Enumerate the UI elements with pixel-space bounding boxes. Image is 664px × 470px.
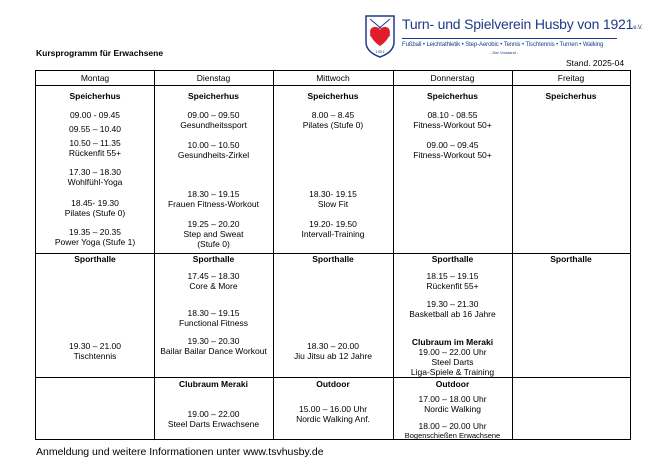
course-name: Frauen Fitness-Workout	[167, 199, 259, 209]
course-name: Nordic Walking	[424, 404, 481, 414]
logo-year: 1921	[375, 49, 385, 54]
course-name: Bailar Bailar Dance Workout	[160, 346, 267, 356]
course-time: 19.20- 19.50	[309, 219, 357, 229]
location-label: Clubraum Meraki	[179, 379, 248, 389]
page-title: Kursprogramm für Erwachsene	[36, 48, 164, 58]
schedule-table	[35, 70, 631, 440]
club-ev: e.V.	[633, 25, 643, 31]
course-time: 18.30 – 19.15	[187, 189, 240, 199]
club-departments: Fußball • Leichtathletik • Step-Aerobic • Tennis • Tischtennis • Turnen • Walking	[402, 42, 604, 48]
course-time: 10.50 – 11.35	[69, 138, 121, 148]
location-label: Clubraum im Meraki	[411, 337, 494, 347]
course-time: 17.45 – 18.30	[187, 271, 240, 281]
location-label: Sporthalle	[74, 254, 116, 264]
course-name: Pilates (Stufe 0)	[302, 120, 364, 130]
course-name: Pilates (Stufe 0)	[64, 208, 126, 218]
course-name: Power Yoga (Stufe 1)	[54, 237, 136, 247]
course-time: 08.10 - 08.55	[427, 110, 478, 120]
course-time: 18.15 – 19.15	[426, 271, 479, 281]
day-header-thursday: Donnerstag	[430, 73, 475, 83]
course-time: 17.00 – 18.00 Uhr	[418, 394, 487, 404]
footer-note: Anmeldung und weitere Informationen unter www.tsvhusby.de	[36, 446, 324, 458]
course-name: Intervall-Training	[301, 229, 365, 239]
course-time: 19.25 – 20.20	[187, 219, 240, 229]
course-time: 19.00 – 22.00 Uhr	[418, 347, 487, 357]
course-time: 18.45- 19.30	[71, 198, 119, 208]
course-name: Nordic Walking Anf.	[296, 414, 370, 424]
course-name: Rückenfit 55+	[426, 281, 479, 291]
day-header-wednesday: Mittwoch	[316, 73, 350, 83]
location-label: Outdoor	[435, 379, 470, 389]
course-name: Slow Fit	[317, 199, 349, 209]
location-label: Sporthalle	[431, 254, 474, 264]
course-note: Liga-Spiele & Training	[410, 367, 495, 377]
course-name: Fitness-Workout 50+	[413, 150, 492, 160]
course-name: Steel Darts	[431, 357, 474, 367]
course-name: Wohlfühl-Yoga	[67, 177, 123, 187]
club-divider	[402, 38, 617, 39]
course-name: Steel Darts Erwachsene	[167, 419, 260, 429]
location-label: Speicherhus	[545, 91, 597, 101]
course-time: 15.00 – 16.00 Uhr	[298, 404, 368, 414]
course-name: Jiu Jitsu ab 12 Jahre	[294, 351, 372, 361]
club-tagline: - Der Vorstand -	[490, 50, 519, 55]
day-header-friday: Freitag	[557, 73, 585, 83]
course-name: Rückenfit 55+	[68, 148, 122, 158]
location-label: Speicherhus	[69, 91, 121, 101]
course-note: (Stufe 0)	[197, 239, 230, 249]
course-time: 17.30 – 18.30	[69, 167, 121, 177]
location-label: Speicherhus	[307, 91, 359, 101]
course-time: 09.00 – 09.45	[426, 140, 479, 150]
course-name: Tischtennis	[73, 351, 117, 361]
location-label: Speicherhus	[187, 91, 240, 101]
course-time: 18.30 – 19.15	[187, 308, 240, 318]
location-label: Sporthalle	[192, 254, 235, 264]
course-name: Fitness-Workout 50+	[413, 120, 492, 130]
course-time: 19.00 – 22.00	[187, 409, 240, 419]
course-name: Basketball ab 16 Jahre	[409, 309, 496, 319]
course-time: 8.00 – 8.45	[311, 110, 355, 120]
row-divider	[36, 85, 630, 86]
course-time: 18.00 – 20.00 Uhr	[418, 421, 487, 431]
course-time: 09.00 - 09.45	[69, 110, 121, 120]
club-logo-emblem	[362, 14, 398, 58]
course-name: Functional Fitness	[179, 318, 248, 328]
location-label: Outdoor	[316, 379, 350, 389]
course-time: 18.30- 19.15	[309, 189, 357, 199]
course-name: Bogenschießen Erwachsene	[404, 431, 501, 440]
course-name: Core & More	[189, 281, 238, 291]
course-name: Gesundheits-Zirkel	[177, 150, 250, 160]
course-time: 18.30 – 20.00	[307, 341, 359, 351]
course-name: Step and Sweat	[183, 229, 244, 239]
row-divider	[36, 377, 630, 378]
location-label: Sporthalle	[312, 254, 354, 264]
location-label: Sporthalle	[550, 254, 592, 264]
day-header-tuesday: Dienstag	[196, 73, 231, 83]
course-time: 09.55 – 10.40	[69, 124, 121, 134]
location-label: Speicherhus	[426, 91, 479, 101]
course-time: 19.30 – 20.30	[187, 336, 240, 346]
course-time: 19.30 – 21.00	[69, 341, 121, 351]
stand-date: Stand. 2025-04	[566, 58, 625, 68]
course-name: Gesundheitssport	[180, 120, 247, 130]
course-time: 10.00 – 10.50	[187, 140, 240, 150]
day-header-monday: Montag	[80, 73, 110, 83]
course-time: 19.30 – 21.30	[426, 299, 479, 309]
course-time: 19.35 – 20.35	[69, 227, 121, 237]
course-time: 09.00 – 09.50	[187, 110, 240, 120]
club-name: Turn- und Spielverein Husby von 1921e.V.	[402, 16, 643, 32]
